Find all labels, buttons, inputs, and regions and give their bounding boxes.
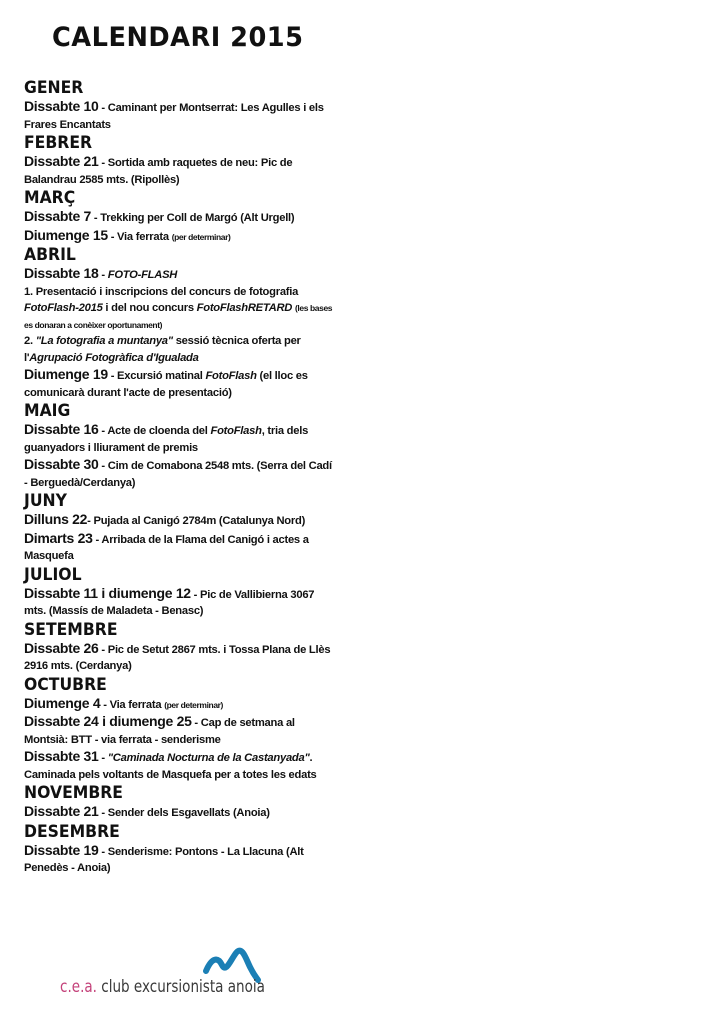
month-heading: OCTUBRE	[24, 674, 107, 695]
event-separator: -	[98, 807, 108, 819]
calendar-list	[24, 78, 334, 877]
event-description: i del nou concurs	[102, 302, 197, 314]
month-heading: JULIOL	[24, 564, 82, 585]
calendar-event	[24, 265, 334, 284]
calendar-event	[24, 530, 334, 565]
event-description: Cim de Comabona 2548 mts. (Serra del Cadí - Berguedà/Cerdanya)	[24, 460, 332, 489]
event-description: (el lloc es comunicarà durant l'acte de presentació)	[24, 370, 308, 399]
event-separator: -	[91, 212, 101, 224]
event-date: Dissabte 18	[24, 265, 99, 281]
event-separator: -	[98, 157, 108, 169]
event-description: , tria dels guanyadors i lliurament de premis	[24, 425, 309, 454]
event-date: Dissabte 26	[24, 639, 99, 656]
calendar-event	[24, 366, 334, 401]
club-abbreviation: c.e.a.	[60, 977, 97, 996]
event-description: Excursió matinal	[117, 370, 206, 382]
event-description: Via ferrata	[109, 698, 165, 711]
event-description: (per determinar)	[171, 231, 231, 242]
calendar-event	[24, 456, 334, 491]
calendar-event	[24, 640, 334, 675]
calendar-event	[24, 511, 334, 530]
event-separator: -	[98, 425, 108, 437]
event-description: Sortida amb raquetes de neu: Pic de Balandrau 2585 mts. (Ripollès)	[24, 157, 293, 186]
event-date: Dissabte 31	[24, 748, 99, 764]
event-description: Pic de Vallibierna 3067 mts. (Massís de Maladeta - Benasc)	[24, 588, 315, 617]
event-description: FOTO-FLASH	[107, 269, 178, 281]
event-date: Dissabte 10	[24, 98, 99, 114]
calendar-event	[24, 208, 334, 227]
event-separator: -	[191, 717, 201, 729]
event-description: Sender dels Esgavellats (Anoia)	[107, 807, 270, 819]
event-separator: -	[98, 845, 108, 858]
event-description: "Caminada Nocturna de la Castanyada"	[107, 752, 310, 764]
event-description: "La fotografia a muntanya"	[35, 335, 173, 347]
event-description: (per determinar)	[164, 699, 223, 710]
calendar-event	[24, 333, 334, 366]
event-description: sessió tècnica oferta per l'	[24, 335, 301, 364]
event-description: FotoFlash-2015	[24, 302, 103, 314]
event-date: Dimarts 23	[24, 529, 93, 546]
club-name	[60, 977, 265, 996]
month-heading: NOVEMBRE	[24, 783, 123, 803]
month-heading: JUNY	[24, 491, 67, 511]
calendar-event	[24, 695, 334, 714]
event-separator: -	[87, 515, 94, 527]
club-logo	[60, 947, 280, 1007]
month-heading: MAIG	[24, 401, 71, 421]
event-description: Pic de Setut 2867 mts. i Tossa Plana de Llès 2916 mts. (Cerdanya)	[24, 643, 331, 672]
event-date: Diumenge 4	[24, 694, 101, 711]
event-date: Dissabte 11 i diumenge 12	[24, 584, 191, 601]
event-date: Dissabte 16	[24, 421, 99, 437]
event-date: Dilluns 22	[24, 511, 88, 527]
event-description: FotoFlash	[205, 370, 257, 382]
event-description: Acte de cloenda del	[107, 425, 211, 437]
month-heading: DESEMBRE	[24, 821, 120, 842]
event-description: Pujada al Canigó 2784m (Catalunya Nord)	[93, 515, 306, 527]
calendar-event	[24, 284, 334, 334]
calendar-event	[24, 421, 334, 456]
event-description: 2.	[24, 335, 36, 347]
event-description: (les bases es donaran a conèixer oportunament)	[24, 303, 333, 330]
event-separator: -	[98, 269, 108, 281]
event-description: Via ferrata	[117, 230, 172, 243]
event-separator: -	[100, 698, 110, 711]
calendar-event	[24, 227, 334, 246]
event-separator: -	[107, 370, 118, 382]
event-description: Trekking per Coll de Margó (Alt Urgell)	[100, 212, 295, 224]
calendar-event	[24, 713, 334, 748]
calendar-event	[24, 803, 334, 822]
event-date: Dissabte 7	[24, 208, 92, 224]
event-separator: -	[98, 102, 108, 114]
month-heading: FEBRER	[24, 133, 93, 153]
calendar-event	[24, 748, 334, 783]
month-heading: GENER	[24, 78, 84, 98]
event-separator: -	[98, 460, 108, 472]
event-description: Arribada de la Flama del Canigó i actes a Masquefa	[24, 533, 309, 562]
event-date: Dissabte 24 i diumenge 25	[24, 713, 192, 729]
event-separator: -	[190, 588, 200, 601]
event-date: Diumenge 19	[24, 366, 108, 382]
event-description: FotoFlash	[210, 425, 262, 437]
calendar-event	[24, 585, 334, 620]
calendar-event	[24, 98, 334, 133]
calendar-event	[24, 842, 334, 877]
month-heading: ABRIL	[24, 245, 76, 265]
event-date: Dissabte 21	[24, 803, 99, 819]
event-description: Senderisme: Pontons - La Llacuna (Alt Penedès - Anoia)	[24, 845, 304, 874]
event-date: Dissabte 19	[24, 841, 99, 858]
event-description: Agrupació Fotogràfica d'Igualada	[29, 351, 199, 364]
event-separator: -	[107, 230, 118, 243]
page-title: CALENDARI 2015	[52, 22, 304, 53]
event-separator: -	[98, 752, 108, 764]
event-date: Diumenge 15	[24, 226, 108, 243]
event-separator: -	[92, 533, 102, 546]
calendar-event	[24, 153, 334, 188]
club-full-name: club excursionista anoia	[96, 977, 265, 996]
event-description: . Caminada pels voltants de Masquefa per a totes les edats	[24, 752, 317, 781]
month-heading: MARÇ	[24, 188, 76, 208]
event-separator: -	[98, 643, 108, 656]
event-description: FotoFlashRETARD	[196, 302, 293, 314]
event-description: 1. Presentació i inscripcions del concurs de fotografia	[24, 285, 299, 298]
event-description: Caminant per Montserrat: Les Agulles i els Frares Encantats	[24, 102, 324, 131]
month-heading: SETEMBRE	[24, 619, 118, 640]
event-description: Cap de setmana al Montsià: BTT - via ferrata - senderisme	[24, 717, 295, 746]
event-date: Dissabte 21	[24, 153, 99, 169]
event-date: Dissabte 30	[24, 456, 99, 472]
